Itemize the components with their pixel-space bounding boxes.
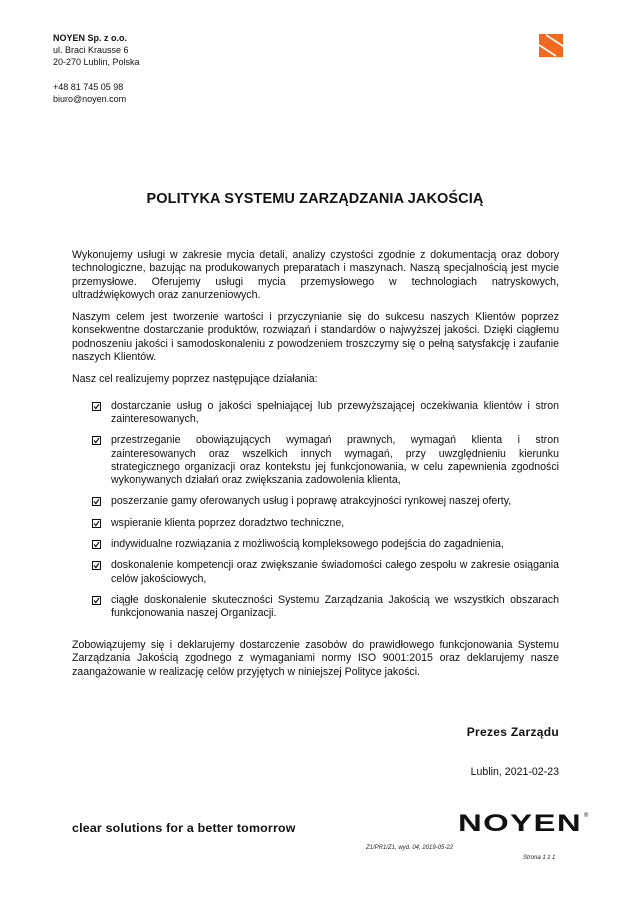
email-address: biuro@noyen.com <box>53 94 127 104</box>
contact-block <box>53 81 126 105</box>
list-item <box>72 538 559 551</box>
checked-box-icon <box>92 561 101 570</box>
page-number: Strona 1 z 1 <box>523 855 556 861</box>
noyen-logo-mark-icon <box>539 34 563 57</box>
document-reference: Z1/PR1/Z1, wyd. 04, 2019-05-22 <box>366 845 454 851</box>
list-item-text: doskonalenie kompetencji oraz zwiększanie świadomości całego zespołu w zakresie osiągania celów jakościowych, <box>111 559 559 585</box>
commitment-paragraph: Zobowiązujemy się i deklarujemy dostarczenie zasobów do prawidłowego funkcjonowania Systemu Zarządzania Jakością zgodnego z wymaganiami normy ISO 9001:2015 oraz deklarujemy nasze zaangażowanie w realizację celów przyjętych w niniejszej Polityce jakości. <box>72 639 559 678</box>
checked-box-icon <box>92 540 101 549</box>
company-address-block <box>53 32 140 68</box>
list-item <box>72 495 559 508</box>
list-item-text: przestrzeganie obowiązujących wymagań prawnych, wymagań klienta i stron zainteresowanych oraz wszelkich innych wymagań, przy uwzględnieniu kierunku strategicznego organizacji oraz kontekstu jej funkcjonowania, w celu zapewnienia zgodności wykonywanych działań oraz zwiększania zadowolenia klienta, <box>111 434 559 487</box>
checked-box-icon <box>92 402 101 411</box>
actions-lead: Nasz cel realizujemy poprzez następujące działania: <box>72 373 318 386</box>
checked-box-icon <box>92 497 101 506</box>
place-date: Lublin, 2021-02-23 <box>470 766 559 778</box>
list-item <box>72 517 559 530</box>
list-item <box>72 559 559 586</box>
phone-number: +48 81 745 05 98 <box>53 82 124 92</box>
list-item-text: ciągłe doskonalenie skuteczności Systemu Zarządzania Jakością we wszystkich obszarach funkcjonowania naszej Organizacji. <box>111 593 559 620</box>
paragraph-goal: Naszym celem jest tworzenie wartości i przyczynianie się do sukcesu naszych Klientów poprzez konsekwentne dostarczanie produktów, rozwiązań i standardów o najwyższej jakości. Dzięki ciągłemu podnoszeniu jakości i samodoskonaleniu z powodzeniem troszczymy się o pełną satysfakcję i zaufanie naszych Klientów. <box>72 311 559 364</box>
registered-mark: ® <box>584 813 589 819</box>
checked-box-icon <box>92 596 101 605</box>
list-item-text: dostarczanie usług o jakości spełniającej lub przewyższającej oczekiwania klientów i stron zainteresowanych, <box>111 399 559 425</box>
list-item-text: indywidualne rozwiązania z możliwością kompleksowego podejścia do zagadnienia, <box>111 538 504 551</box>
checked-box-icon <box>92 436 101 445</box>
document-title: POLITYKA SYSTEMU ZARZĄDZANIA JAKOŚCIĄ <box>146 191 484 207</box>
list-item <box>72 400 559 427</box>
signer-title: Prezes Zarządu <box>466 725 559 739</box>
company-name: NOYEN Sp. z o.o. <box>53 33 128 43</box>
address-city: 20-270 Lublin, Polska <box>53 57 140 67</box>
policy-body <box>72 249 559 629</box>
brand-wordmark: NOYEN <box>458 810 582 835</box>
checked-box-icon <box>92 519 101 528</box>
address-street: ul. Braci Krausse 6 <box>53 45 129 55</box>
actions-list <box>72 400 559 621</box>
paragraph-services: Wykonujemy usługi w zakresie mycia detali, analizy czystości zgodnie z dokumentacją oraz dobory technologiczne, bazując na produkowanych preparatach i maszynach. Naszą specjalnością jest mycie przemysłowe. Oferujemy usługi mycia przemysłowego w technologiach natryskowych, ultradźwiękowych oraz zanurzeniowych. <box>72 249 559 301</box>
list-item-text: poszerzanie gamy oferowanych usług i poprawę atrakcyjności rynkowej naszej oferty, <box>111 495 512 508</box>
list-item-text: wspieranie klienta poprzez doradztwo techniczne, <box>111 516 345 529</box>
footer-tagline: clear solutions for a better tomorrow <box>72 821 296 835</box>
noyen-wordmark-logo <box>458 809 590 835</box>
list-item <box>72 434 559 487</box>
list-item <box>72 594 559 621</box>
